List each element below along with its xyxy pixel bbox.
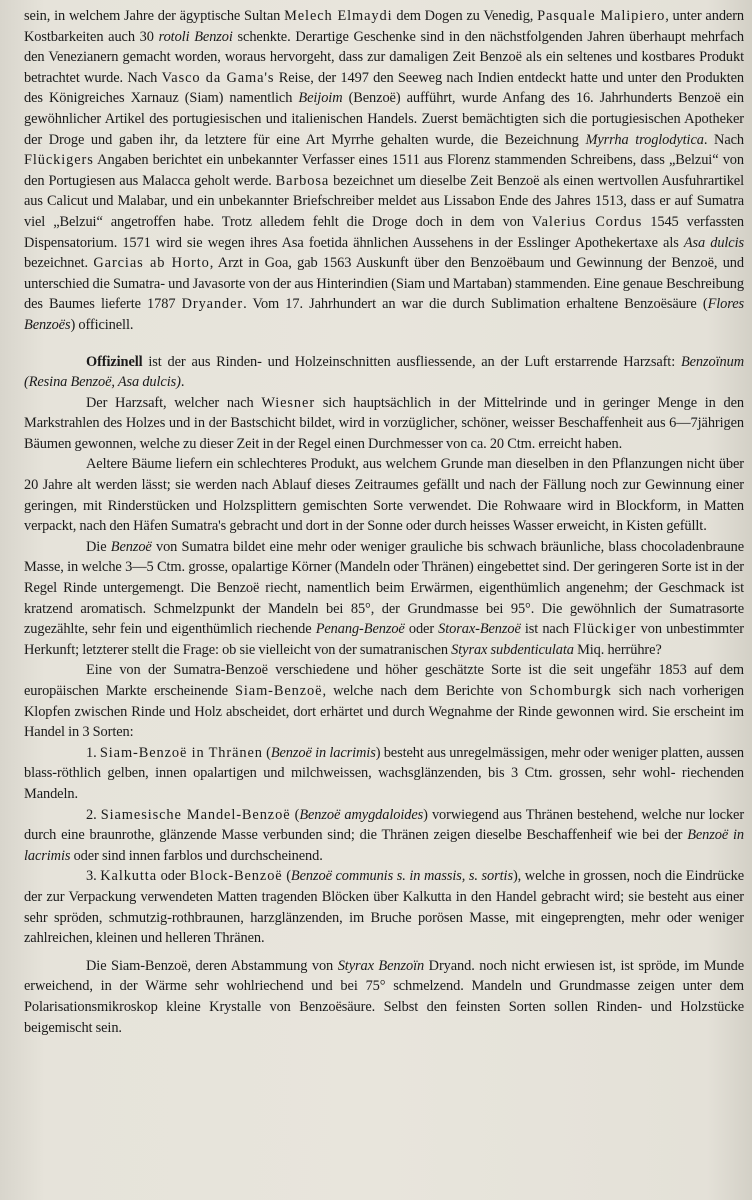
text-run: . Nach (703, 131, 744, 148)
text-run: 1. (86, 744, 100, 761)
bold-term: Offizinell (86, 353, 143, 370)
text-run: 1545 verfassten Dispensatorium. 1571 wird sie wegen ihres Asa foetida ähnlichen Aussehens in der Esslinger Apothekertaxe als (24, 213, 744, 251)
text-run: ) besteht aus unregelmässigen, mehr oder weniger platten, aussen blass-röthlich gelben, innen opalartigen und milchweissen, wachsglänzenden, bis 3 Ctm. grossen, sehr wohl- riechenden Mandeln. (24, 744, 745, 802)
paragraph-6 (24, 660, 744, 742)
text-run: , unter andern Kostbarkeiten auch 30 (24, 8, 744, 45)
text-run: ), welche in grossen, noch die Eindrücke der zur Verpackung verwendeten Matten tragenden Blöcken über Kalkutta in den Handel gebracht wird; sie besteht aus einer sehr spröden, schmutzig-rothbraunen, harzglänzenden, im Bruche porösen Masse, mit eingeprengten, mehr oder weniger zahlreichen, kleinen und helleren Thränen. (24, 868, 744, 947)
paragraph-3 (24, 393, 744, 455)
text-run: Der Harzsaft, welcher nach (86, 394, 262, 411)
spaced-name: Siamesische Mandel-Benzoë (100, 806, 291, 823)
italic-term: Styrax Benzoïn (337, 957, 425, 974)
italic-term: Benzoë communis s. in massis, s. sortis (290, 868, 513, 885)
text-run: ( (282, 868, 291, 885)
paragraph-4 (24, 454, 744, 536)
text-run: bezeichnet um dieselbe Zeit Benzoë als einen wertvollen Ausfuhrartikel aus Calicut und Malabar, und ein unbekannter Briefschreiber meldet aus Lissabon Ende des Jahres 1513, dass er auf Sumatra viel „Belzui“ angetroffen habe. Trotz alledem fehlt die Droge doch in dem von (24, 172, 744, 230)
spaced-name: Melech Elmaydi (284, 8, 393, 24)
text-run: oder (157, 868, 190, 885)
text-run: von Sumatra bildet eine mehr oder weniger grauliche bis schwach bräunliche, blass chocoladenbraune Masse, in welche 3—5 Ctm. grosse, opalartige Körner (Mandeln oder Thränen) eingebettet sind. Der geringeren Sorte ist in der Regel Rinde untergemengt. Die Benzoë riecht, namentlich beim Erwärmen, eigenthümlich angenehm; der Geschmack ist kratzend aromatisch. Schmelzpunkt der Mandeln bei 85°, der Grundmasse bei 95°. Die gewöhnlich der Sumatrasorte zugezählte, sehr fein und eigenthümlich riechende (24, 538, 744, 638)
text-run: ) officinell. (70, 316, 134, 333)
italic-term: Benzoë in lacrimis (24, 827, 744, 864)
text-run: oder sind innen farblos und durchscheinend. (70, 847, 323, 864)
italic-term: Benzoë (110, 538, 152, 555)
text-run: dem Dogen zu Venedig, (392, 8, 538, 24)
text-run: Reise, der 1497 den Seeweg nach Indien entdeckt hatte und unter den Produkten des Königreiches Xarnauz (Siam) namentlich (24, 69, 744, 107)
text-run: , Arzt in Goa, gab 1563 Auskunft über den Benzoëbaum und Gewinnung der Benzoë, und unterschied die Sumatra- und Javasorte von der aus Hinterindien (Siam und Martaban) stammenden. Eine genaue Beschreibung des Baumes lieferte 1787 (24, 255, 744, 313)
text-run: Eine von der Sumatra-Benzoë verschiedene und höher geschätzte Sorte ist die seit ungefähr 1853 auf dem europäischen Markte erscheinende (24, 662, 744, 699)
text-run: von unbestimmter Herkunft; letzterer stellt die Frage: ob sie vielleicht von der sumatranischen (24, 621, 744, 658)
text-run: sein, in welchem Jahre der ägyptische Sultan (24, 8, 285, 24)
text-run: Dryand. noch nicht erwiesen ist, ist spröde, im Munde erweichend, in der Wärme sehr wohlriechend und bei 75° schmelzend. Mandeln und Grundmasse zeigen unter dem Polarisationsmikroskop kleine Krystalle von Benzoësäure. Selbst den feinsten Sorten sollen Rinden- und Holzstücke beigemischt sein. (24, 957, 744, 1036)
spaced-name: Flückiger (573, 621, 637, 638)
text-run: ist der aus Rinden- und Holzeinschnitten ausfliessende, an der Luft erstarrende Harzsaft: (142, 353, 681, 370)
italic-term: Benzoë amygdaloides (299, 806, 424, 823)
paragraph-9 (24, 866, 744, 948)
text-run: sich nach vorherigen Klopfen zwischen Rinde und Holz abscheidet, dort erhärtet und durch Wegnahme der Rinde gewonnen wird. Sie erscheint im Handel in 3 Sorten: (24, 683, 744, 741)
italic-term: Benzoïnum (Resina Benzoë, Asa dulcis) (24, 353, 744, 391)
text-run: Miq. herrühre? (573, 641, 662, 658)
text-run: (Benzoë) aufführt, wurde Anfang des 16. Jahrhunderts Benzoë ein gewöhnlicher Artikel des portugiesischen und italienischen Handels. Zuerst bemächtigten sich die portugiesischen Apotheker der Droge und gaben ihr, da letztere für eine Art Myrrhe gehalten wurde, die Bezeichnung (24, 90, 745, 148)
spaced-name: Schomburgk (529, 683, 612, 699)
italic-term: Flores Benzoës (24, 296, 744, 333)
text-body (24, 6, 744, 1038)
spaced-name: Garcias ab Horto (93, 255, 210, 272)
paragraph-2 (24, 352, 744, 393)
spaced-name: Siam-Benzoë in Thränen (99, 744, 263, 761)
paragraph-5 (24, 537, 744, 661)
text-run: Aeltere Bäume liefern ein schlechteres Produkt, aus welchem Grunde man dieselben in den Pflanzungen nicht über 20 Jahre alt werden lässt; sie werden nach Ablauf dieses Zeitraumes gefällt und nach der Fällung noch zur Gewinnung einer geringen, mit Rinderstücken und Holzsplittern gemischten Sorte verwendet. Die Rohwaare wird in Blockform, in Matten verpackt, nach den Häfen Sumatra's gebracht und dort in der Sonne oder durch heisses Wasser erweicht, in Kisten gefüllt. (24, 456, 744, 535)
italic-term: rotoli Benzoi (158, 28, 233, 45)
text-run: Die Siam-Benzoë, deren Abstammung von (86, 957, 338, 974)
paragraph-8 (24, 805, 744, 867)
spaced-name: Flückigers (24, 152, 94, 169)
paragraph-10 (24, 956, 744, 1038)
spaced-name: Wiesner (261, 394, 316, 411)
italic-term: Asa dulcis (683, 234, 744, 251)
text-run: ist nach (520, 621, 574, 638)
text-run: . Vom 17. Jahrhundert an war die durch Sublimation erhaltene Benzoësäure ( (243, 296, 708, 313)
italic-term: Penang-Benzoë (315, 621, 405, 638)
spaced-name: Kalkutta (100, 868, 157, 885)
text-run: ( (262, 744, 271, 761)
text-run: ) vorwiegend aus Thränen bestehend, welche nur locker durch eine braunrothe, glänzende Masse verbunden sind; die Thränen zeigen dieselbe Beschaffenheif wie bei der (24, 806, 745, 844)
text-run: Angaben berichtet ein unbekannter Verfasser eines 1511 aus Florenz stammenden Schreibens, dass „Belzui“ von den Portugiesen aus Malacca geholt werde. (24, 152, 744, 189)
text-run: oder (404, 621, 439, 638)
text-run: bezeichnet. (24, 255, 94, 272)
text-run: 2. (86, 806, 101, 823)
spaced-name: Barbosa (275, 172, 330, 189)
text-run: schenkte. Derartige Geschenke sind in den nächstfolgenden Jahren überhaupt mehrfach den Venezianern gemacht worden, woraus hervorgeht, dass zur damaligen Zeit Benzoë als ein seltenes und kostbares Produkt betrachtet wurde. Nach (24, 28, 744, 86)
spaced-name: Dryander (181, 296, 244, 313)
paragraph-1 (24, 6, 744, 336)
italic-term: Storax-Benzoë (438, 621, 521, 638)
text-run: sich hauptsächlich in der Mittelrinde und in geringer Menge in den Markstrahlen des Holzes und in der Bastschicht bildet, wird in vorzüglicher, schöner, weisser Beschaffenheit aus 6—7jährigen Bäumen gewonnen, welche zu dieser Zeit in der Regel einen Durchmesser von ca. 20 Ctm. erreicht haben. (24, 394, 745, 452)
spaced-name: Pasquale Malipiero (537, 8, 666, 24)
spaced-name: Siam-Benzoë (235, 683, 323, 699)
italic-term: Beijoim (298, 90, 343, 107)
text-run: 3. (86, 868, 101, 885)
paragraph-7 (24, 743, 744, 805)
italic-term: Myrrha troglodytica (585, 131, 704, 148)
spaced-name: Block-Benzoë (189, 868, 283, 885)
spaced-name: Valerius Cordus (531, 213, 643, 230)
italic-term: Styrax subdenticulata (451, 641, 574, 658)
text-run: , welche nach dem Berichte von (322, 683, 530, 699)
text-run: Die (86, 538, 111, 555)
text-run: ( (290, 806, 300, 823)
spaced-name: Vasco da Gama's (161, 69, 275, 86)
italic-term: Benzoë in lacrimis (270, 744, 376, 761)
text-run: . (180, 374, 185, 391)
